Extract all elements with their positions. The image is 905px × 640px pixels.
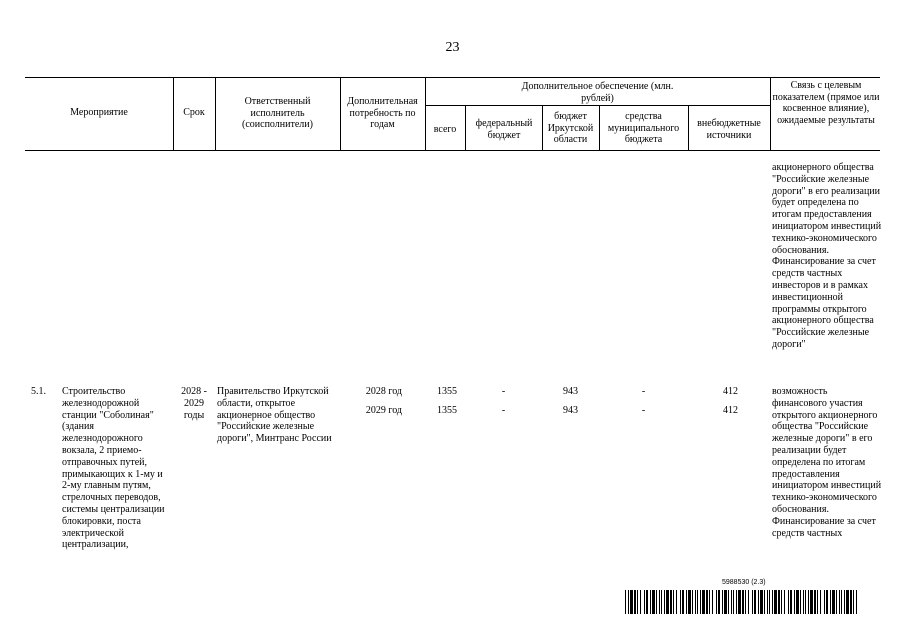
continuation-text: акционерного общества "Российские железные дороги" в его реализации будет определена по итогам предоставления инициатором инвестиций технико-экономического обоснования. Финансирование за счет средств частных инвесторов и в рамках инвестиционной программы открытого акционерного общества "Российские железные дороги"	[772, 162, 882, 350]
header-federal: федеральный бюджет	[475, 118, 533, 141]
regional-value: 943	[563, 405, 578, 416]
barcode-label: 5988530 (2.3)	[722, 579, 766, 586]
regional-value: 943	[563, 386, 578, 397]
federal-value: -	[501, 405, 506, 416]
header-bottom-border	[25, 150, 880, 151]
total-value: 1355	[437, 405, 457, 416]
table-top-border	[25, 77, 880, 78]
row-executor: Правительство Иркутской области, открытое акционерное общество "Российские железные дороги", Минтранс России	[217, 386, 332, 445]
col-divider	[425, 77, 426, 150]
col-divider	[770, 77, 771, 150]
header-offbudget: внебюджетные источники	[697, 118, 761, 141]
header-total: всего	[433, 124, 457, 135]
total-value: 1355	[437, 386, 457, 397]
row-event: Строительство железнодорожной станции "Соболиная" (здания железнодорожного вокзала, 2 приемо-отправочных путей, примыкающих к 1-му и 2-му главным путям, стрелочных переводов, системы централизации блокировки, поста электрической централизации,	[62, 386, 165, 551]
col-divider	[688, 105, 689, 150]
header-funding-group: Дополнительное обеспечение (млн. рублей)	[521, 81, 674, 104]
row-link-results: возможность финансового участия открытого акционерного общества "Российские железные дороги" в его реализации будет определена по итогам предоставления инициатором инвестиций технико-экономического обоснования. Финансирование за счет средств частных	[772, 386, 882, 539]
col-divider	[215, 77, 216, 150]
need-year: 2029 год	[365, 405, 402, 416]
offbudget-value: 412	[723, 405, 738, 416]
header-event: Мероприятие	[70, 107, 128, 118]
page-number: 23	[445, 40, 460, 55]
municipal-value: -	[641, 405, 646, 416]
row-number: 5.1.	[31, 386, 46, 397]
federal-value: -	[501, 386, 506, 397]
header-link: Связь с целевым показателем (прямое или косвенное влияние), ожидаемые результаты	[772, 80, 880, 126]
header-executor: Ответственный исполнитель (соисполнители)	[242, 96, 313, 130]
header-need: Дополнительная потребность по годам	[347, 96, 418, 130]
header-regional: бюджет Иркутской области	[547, 111, 594, 145]
barcode	[625, 590, 857, 614]
header-municipal: средства муниципального бюджета	[607, 111, 680, 145]
funding-group-divider	[425, 105, 770, 106]
col-divider	[340, 77, 341, 150]
row-deadline: 2028 - 2029 годы	[181, 386, 207, 421]
header-deadline: Срок	[183, 107, 205, 118]
need-year: 2028 год	[365, 386, 402, 397]
municipal-value: -	[641, 386, 646, 397]
offbudget-value: 412	[723, 386, 738, 397]
col-divider	[465, 105, 466, 150]
